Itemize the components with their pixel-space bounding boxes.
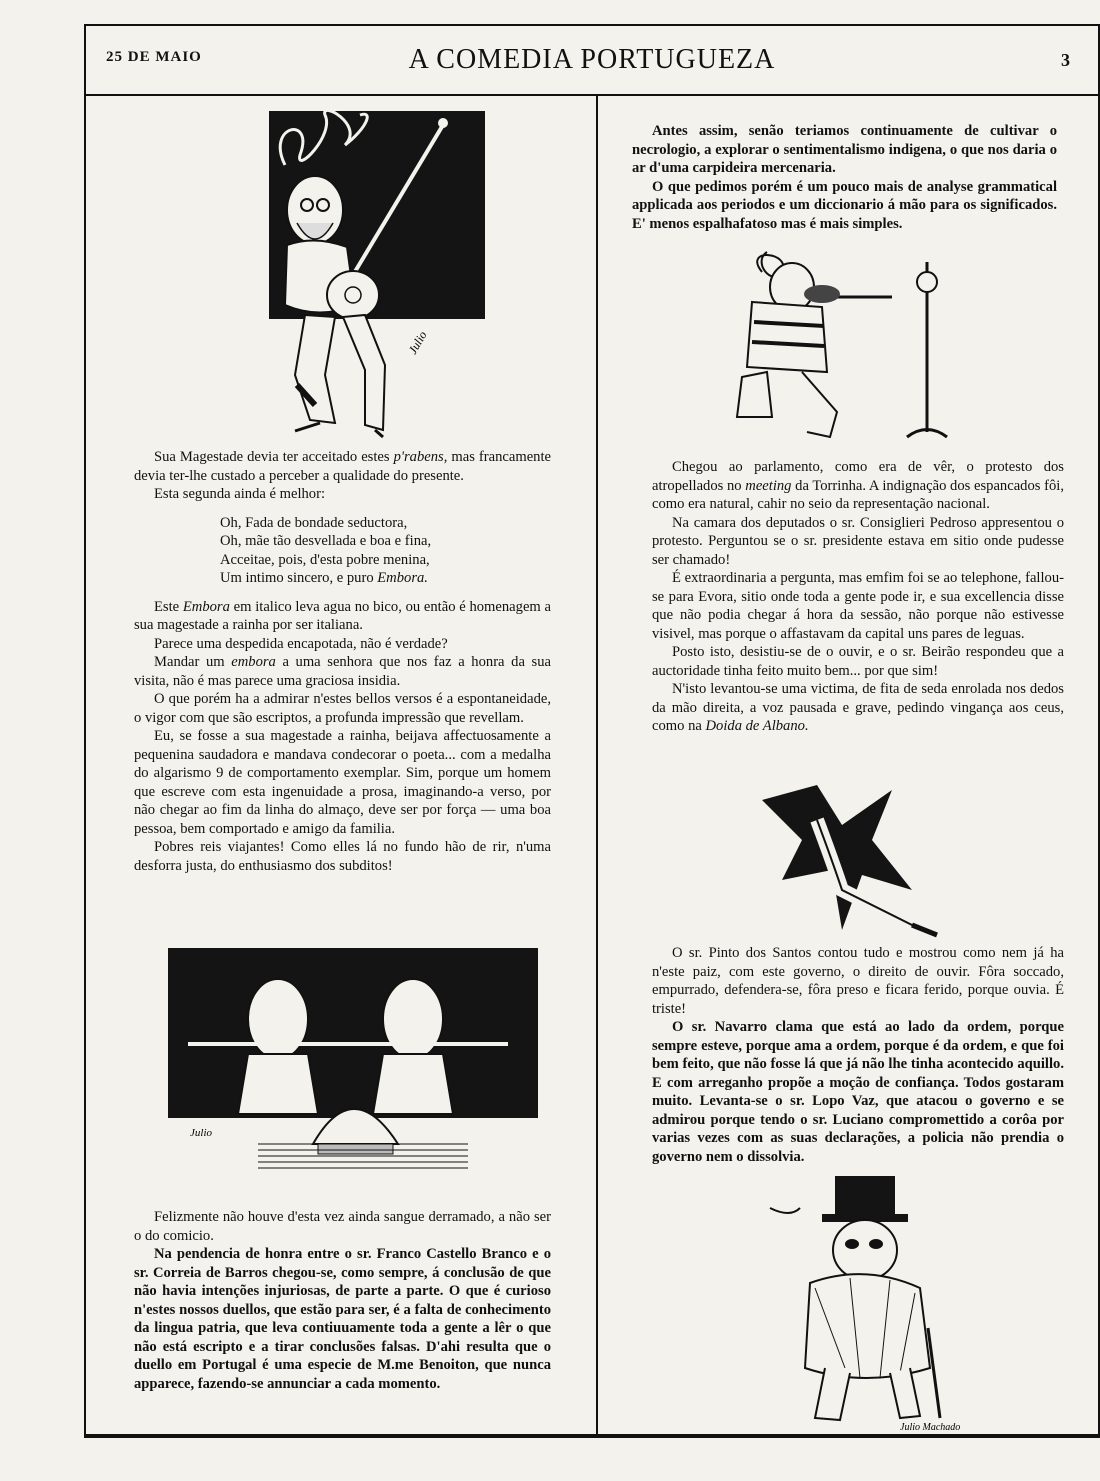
top-hat-man-illustration bbox=[750, 1168, 980, 1434]
paragraph: Felizmente não houve d'esta vez ainda sangue derramado, a não ser o do comicio. bbox=[134, 1209, 551, 1244]
illustration-signature: Julio bbox=[190, 1127, 212, 1139]
paragraph: Sua Magestade devia ter acceitado estes p'rabens, mas francamente devia ter-lhe custado a perceber a qualidade do presente. bbox=[134, 449, 552, 484]
paragraph: Eu, se fosse a sua magestade a rainha, beijava affectuosamente a pequenina saudadora e mandava condecorar o poeta... com a medalha do algarismo 9 de comportamento exemplar. Sim, porque um homem que escreve com esta ingenuidade a prosa, imaginando-a verso, por não chegar ao fim da linha do almaço, deve ser por força — uma boa pessoa, bem comportado e amigo da familia. bbox=[134, 728, 551, 837]
illustration-signature: Julio Machado bbox=[900, 1422, 961, 1433]
paragraph: O sr. Navarro clama que está ao lado da ordem, porque sempre esteve, porque ama a ordem, porque é da ordem, e que foi bem feito, que não fosse lá que já não lhe tinha acontecido aquillo. E com arreganho propõe a moção de confiança. Todos gostaram muito. Levanta-se o sr. Lopo Vaz, que atacou o governo e se admirou porque tendo o sr. Luciano compromettido a corôa por varias vezes com as suas declarações, a policia não prendia o governo nem o dissolvia. bbox=[652, 1019, 1064, 1165]
poem-verse: Oh, Fada de bondade seductora, Oh, mãe tão desvellada e boa e fina, Acceitae, pois, d'esta pobre menina, Um intimo sincero, e puro Embora. bbox=[220, 514, 432, 586]
newspaper-title: A COMEDIA PORTUGUEZA bbox=[408, 44, 776, 75]
paragraph: Chegou ao parlamento, como era de vêr, o protesto dos atropellados no meeting da Torrinha. A indignação dos espancados fôi, como era natural, cahir no seio da representação nacional. bbox=[652, 459, 1064, 512]
banjo-player-illustration bbox=[225, 105, 525, 445]
column-divider bbox=[596, 96, 598, 1436]
paragraph: Pobres reis viajantes! Como elles lá no fundo hão de rir, n'uma desforra justa, do enthusiasmo dos subditos! bbox=[134, 839, 551, 874]
paragraph: Antes assim, senão teriamos continuamente de cultivar o necrologio, a explorar o sentimentalismo indigena, o que nos daria o ar d'uma carpideira mercenaria. bbox=[632, 123, 1057, 176]
paragraph: O que porém ha a admirar n'estes bellos versos é a espontaneidade, o vigor com que são escriptos, a profunda impressão que revellam. bbox=[134, 691, 551, 726]
right-column-lower bbox=[652, 944, 1064, 1166]
paragraph: Na pendencia de honra entre o sr. Franco Castello Branco e o sr. Correia de Barros chegou-se, como sempre, á conclusão de que não havia intenções injuriosas, de parte a parte. O que é curioso n'estes nossos duellos, que estão para ser, é a falta de conhecimento da lingua patria, que leva contiuuamente toda a gente a lêr o que não está escripto e a tirar conclusões falsas. D'ahi resulta que o duello em Portugal é uma especie de M.me Benoiton, que nunca apparece, fazendo-se annunciar a cada momento. bbox=[134, 1246, 551, 1392]
paragraph: Esta segunda ainda é melhor: bbox=[154, 486, 326, 502]
violinist-illustration bbox=[712, 242, 972, 454]
paragraph: O sr. Pinto dos Santos contou tudo e mostrou como nem já ha n'este paiz, com este governo, o direito de ouvir. Fôra soccado, empurrado, defendera-se, fôra preso e ficara ferido, porque ouvia. É triste! bbox=[652, 945, 1064, 1017]
paragraph: Este Embora em italico leva agua no bico, ou então é homenagem a sua magestade a rainha por ser italiana. bbox=[134, 598, 551, 633]
left-column-upper bbox=[134, 448, 551, 875]
left-column-lower bbox=[134, 1208, 551, 1393]
illustration-signature: Julio bbox=[405, 328, 430, 357]
paragraph: Parece uma despedida encapotada, não é verdade? bbox=[154, 635, 448, 652]
page-number: 3 bbox=[1061, 50, 1070, 70]
paragraph: O que pedimos porém é um pouco mais de analyse grammatical applicada aos periodos e um diccionario á mão para os significados. E' menos espalhafatoso mas é mais simples. bbox=[632, 178, 1057, 232]
issue-date: 25 DE MAIO bbox=[106, 49, 202, 65]
paragraph: É extraordinaria a pergunta, mas emfim foi se ao telephone, fallou-se para Evora, sitio onde toda a gente pode ir, e sua excellencia disse que não podia chegar á hora da sessão, não porque não estivesse visivel, mas porque o affastavam da capital uns pares de leguas. bbox=[652, 570, 1064, 642]
page-header bbox=[84, 24, 1100, 96]
paragraph: Posto isto, desistiu-se de o ouvir, e o sr. Beirão respondeu que a auctoridade tinha feito muito bem... por que sim! bbox=[652, 644, 1064, 679]
burst-leg-illustration bbox=[722, 780, 952, 940]
duel-illustration bbox=[168, 944, 548, 1184]
paragraph: N'isto levantou-se uma victima, de fita de seda enrolada nos dedos da mão direita, a voz pausada e grave, pedindo vingança aos ceus, como na Doida de Albano. bbox=[652, 681, 1064, 734]
paragraph: Na camara dos deputados o sr. Consiglieri Pedroso appresentou o protesto. Perguntou se o sr. presidente estava em sitio onde pudesse ser chamado! bbox=[652, 514, 1064, 568]
right-column-top bbox=[632, 122, 1057, 233]
right-column-middle bbox=[652, 458, 1064, 736]
paragraph: Mandar um embora a uma senhora que nos faz a honra da sua visita, não é mas parece uma graciosa insidia. bbox=[134, 654, 551, 689]
bottom-rule bbox=[84, 1436, 1100, 1438]
